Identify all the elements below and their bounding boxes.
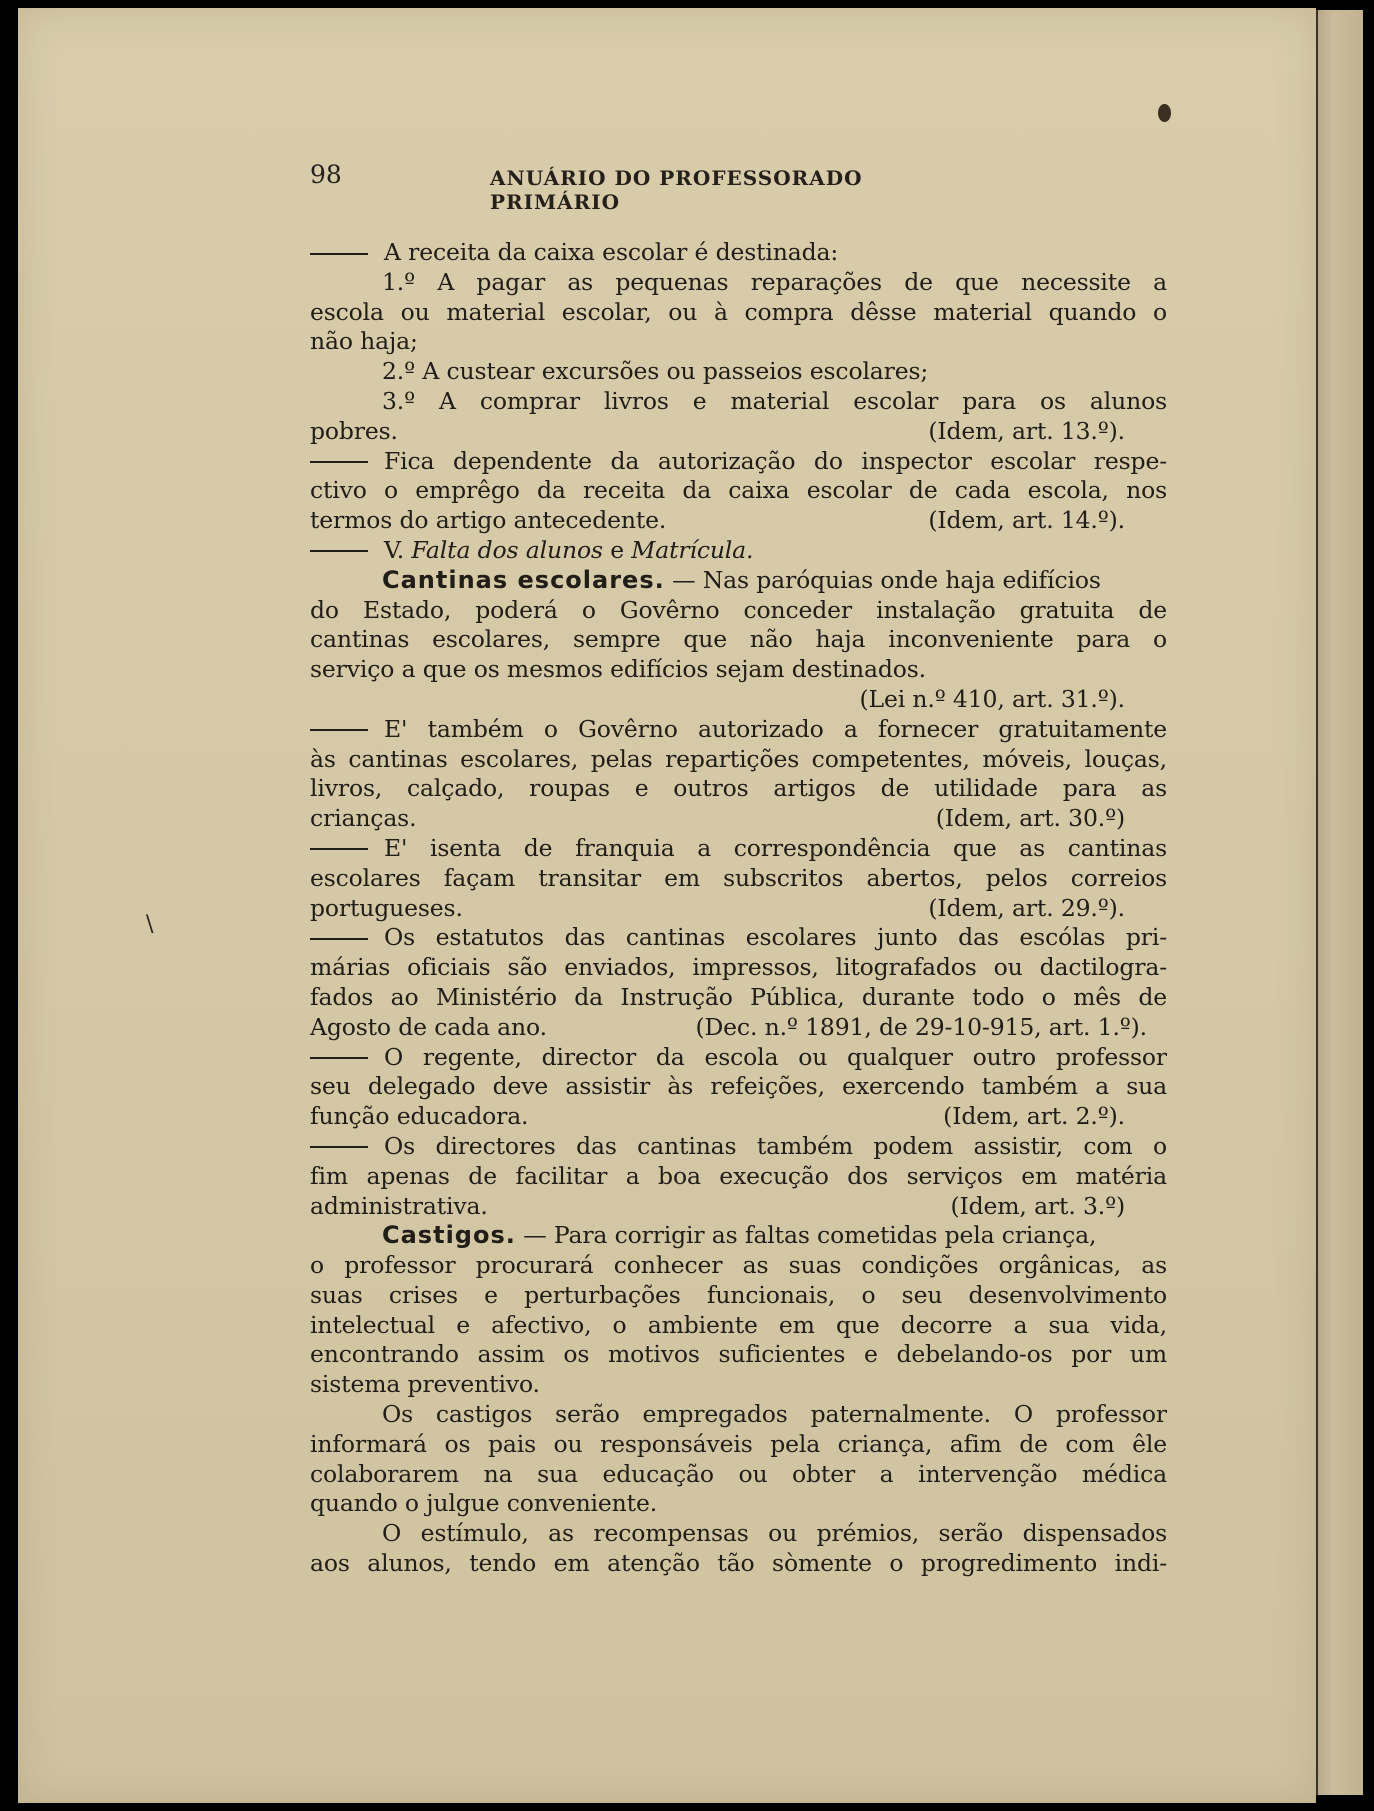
text-line: Castigos. — Para corrigir as faltas cometidas pela criança, xyxy=(382,1221,1097,1250)
text-line: colaborarem na sua educação ou obter a intervenção médica xyxy=(310,1459,1167,1488)
dash-rule xyxy=(310,938,368,940)
legal-citation: (Dec. n.º 1891, de 29-10-915, art. 1.º). xyxy=(695,1012,1147,1041)
dash-rule xyxy=(310,461,368,463)
dash-rule xyxy=(310,550,368,552)
text-line: escola ou material escolar, ou à compra dêsse material quando o xyxy=(310,297,1167,326)
dash-rule xyxy=(310,1057,368,1059)
text-line: Os directores das cantinas também podem assistir, com o xyxy=(310,1132,1167,1162)
text-line: não haja; xyxy=(310,327,418,356)
text-line: portugueses. (Idem, art. 29.º). xyxy=(310,893,1125,922)
ink-stain-mark xyxy=(1158,104,1171,122)
text-line: Os estatutos das cantinas escolares junto das escólas pri- xyxy=(310,923,1167,953)
text-line: seu delegado deve assistir às refeições, exercendo também a sua xyxy=(310,1072,1167,1101)
dash-rule xyxy=(310,848,368,850)
text-line: do Estado, poderá o Govêrno conceder instalação gratuita de xyxy=(310,595,1167,624)
text-line: pobres. (Idem, art. 13.º). xyxy=(310,416,1125,445)
text-line: Fica dependente da autorização do inspector escolar respe- xyxy=(310,447,1167,477)
section-heading: Cantinas escolares. xyxy=(382,565,665,594)
text-line: sistema preventivo. xyxy=(310,1370,540,1399)
text-line: fim apenas de facilitar a boa execução dos serviços em matéria xyxy=(310,1161,1167,1190)
text-line: ctivo o emprêgo da receita da caixa escolar de cada escola, nos xyxy=(310,476,1167,505)
text-line: 3.º A comprar livros e material escolar para os alunos xyxy=(382,386,1167,415)
dash-rule xyxy=(310,1146,368,1148)
margin-stroke-mark: \ xyxy=(146,912,154,937)
text-line xyxy=(310,685,1167,715)
text-line: suas crises e perturbações funcionais, o seu desenvolvimento xyxy=(310,1280,1167,1309)
text-line: A receita da caixa escolar é destinada: xyxy=(310,238,1167,268)
text-line: função educadora. (Idem, art. 2.º). xyxy=(310,1102,1125,1131)
text-line: V. Falta dos alunos e Matrícula. xyxy=(310,536,1167,566)
dash-rule xyxy=(310,729,368,731)
legal-citation: (Idem, art. 13.º). xyxy=(928,416,1125,445)
page-number: 98 xyxy=(310,160,342,189)
text-line: crianças. (Idem, art. 30.º) xyxy=(310,804,1125,833)
running-title: ANUÁRIO DO PROFESSORADO PRIMÁRIO xyxy=(490,166,863,214)
text-line: Agosto de cada ano. (Dec. n.º 1891, de 29-10-915, art. 1.º). xyxy=(310,1012,1147,1041)
text-line: Os castigos serão empregados paternalmente. O professor xyxy=(382,1400,1167,1429)
text-line: márias oficiais são enviados, impressos, litografados ou dactilogra- xyxy=(310,953,1167,982)
text-line: O estímulo, as recompensas ou prémios, serão dispensados xyxy=(382,1519,1167,1548)
text-line: Cantinas escolares. — Nas paróquias onde haja edifícios xyxy=(382,565,1101,594)
next-page-edge xyxy=(1316,10,1363,1795)
legal-citation: (Idem, art. 14.º). xyxy=(928,506,1125,535)
text-line: encontrando assim os motivos suficientes e debelando-os por um xyxy=(310,1340,1167,1369)
text-line: quando o julgue conveniente. xyxy=(310,1489,658,1518)
text-line: livros, calçado, roupas e outros artigos de utilidade para as xyxy=(310,774,1167,803)
text-line: às cantinas escolares, pelas repartições competentes, móveis, louças, xyxy=(310,744,1167,773)
text-line: fados ao Ministério da Instrução Pública, durante todo o mês de xyxy=(310,982,1167,1011)
dash-rule xyxy=(310,253,368,255)
text-line: informará os pais ou responsáveis pela criança, afim de com êle xyxy=(310,1429,1167,1458)
text-line: 1.º A pagar as pequenas reparações de que necessite a xyxy=(382,267,1167,296)
text-line: termos do artigo antecedente. (Idem, art. 14.º). xyxy=(310,506,1125,535)
text-line: serviço a que os mesmos edifícios sejam destinados. xyxy=(310,655,926,684)
text-line: administrativa. (Idem, art. 3.º) xyxy=(310,1191,1125,1220)
running-header xyxy=(310,160,990,214)
text-line: intelectual e afectivo, o ambiente em que decorre a sua vida, xyxy=(310,1310,1167,1339)
text-line: o professor procurará conhecer as suas condições orgânicas, as xyxy=(310,1251,1167,1280)
text-line: aos alunos, tendo em atenção tão sòmente o progredimento indi- xyxy=(310,1549,1167,1578)
legal-citation: (Idem, art. 30.º) xyxy=(935,804,1125,833)
text-line: E' também o Govêrno autorizado a fornecer gratuitamente xyxy=(310,715,1167,745)
text-line: E' isenta de franquia a correspondência que as cantinas xyxy=(310,834,1167,864)
legal-citation: (Idem, art. 3.º) xyxy=(950,1191,1125,1220)
text-line: cantinas escolares, sempre que não haja inconveniente para o xyxy=(310,625,1167,654)
section-heading: Castigos. xyxy=(382,1221,516,1250)
legal-citation: (Idem, art. 2.º). xyxy=(943,1102,1125,1131)
legal-citation: (Idem, art. 29.º). xyxy=(928,893,1125,922)
text-line: 2.º A custear excursões ou passeios escolares; xyxy=(382,357,929,386)
page-body-text xyxy=(310,238,1167,1579)
text-line: O regente, director da escola ou qualquer outro professor xyxy=(310,1043,1167,1073)
legal-citation: (Lei n.º 410, art. 31.º). xyxy=(859,684,1125,713)
text-line: escolares façam transitar em subscritos abertos, pelos correios xyxy=(310,863,1167,892)
